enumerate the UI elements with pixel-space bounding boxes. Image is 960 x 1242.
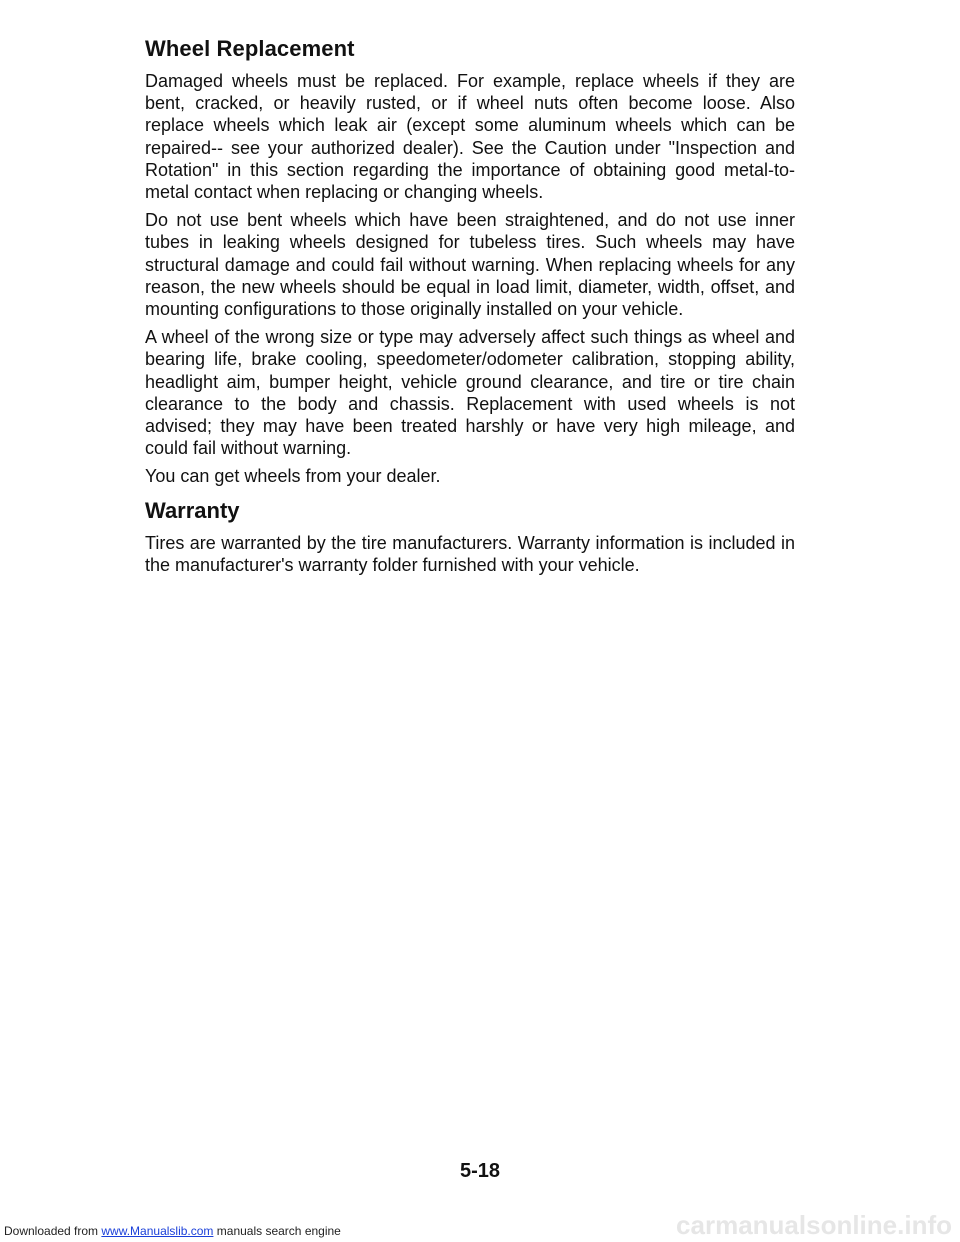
wheel-replacement-paragraph-1: Damaged wheels must be replaced. For example, replace wheels if they are bent, cracked, or heavily rusted, or if wheel nuts often become loose. Also replace wheels which leak air (except some aluminum wheels which can be repaired-- see your authorized dealer). See the Caution under "Inspection and Rotation" in this section regarding the importance of obtaining good metal-to-metal contact when replacing or changing wheels.	[145, 71, 795, 203]
footer-prefix: Downloaded from	[4, 1224, 102, 1238]
footer-suffix: manuals search engine	[213, 1224, 341, 1238]
wheel-replacement-paragraph-4: You can get wheels from your dealer.	[145, 466, 441, 487]
warranty-heading: Warranty	[145, 497, 240, 523]
wheel-replacement-heading: Wheel Replacement	[145, 36, 355, 61]
watermark: carmanualsonline.info	[676, 1210, 952, 1240]
page-content	[145, 36, 795, 582]
warranty-paragraph-1: Tires are warranted by the tire manufacturers. Warranty information is included in the manufacturer's warranty folder furnished with your vehicle.	[145, 532, 795, 575]
download-footer	[4, 1224, 341, 1238]
wheel-replacement-paragraph-3: A wheel of the wrong size or type may adversely affect such things as wheel and bearing life, brake cooling, speedometer/odometer calibration, stopping ability, headlight aim, bumper height, vehicle ground clearance, and tire or tire chain clearance to the body and chassis. Replacement with used wheels is not advised; they may have been treated harshly or have very high mileage, and could fail without warning.	[145, 327, 795, 459]
manualslib-link[interactable]: www.Manualslib.com	[101, 1224, 214, 1238]
page-number: 5-18	[459, 1160, 501, 1182]
wheel-replacement-paragraph-2: Do not use bent wheels which have been straightened, and do not use inner tubes in leaking wheels designed for tubeless tires. Such wheels may have structural damage and could fail without warning. When replacing wheels for any reason, the new wheels should be equal in load limit, diameter, width, offset, and mounting configurations to those originally installed on your vehicle.	[145, 210, 795, 320]
